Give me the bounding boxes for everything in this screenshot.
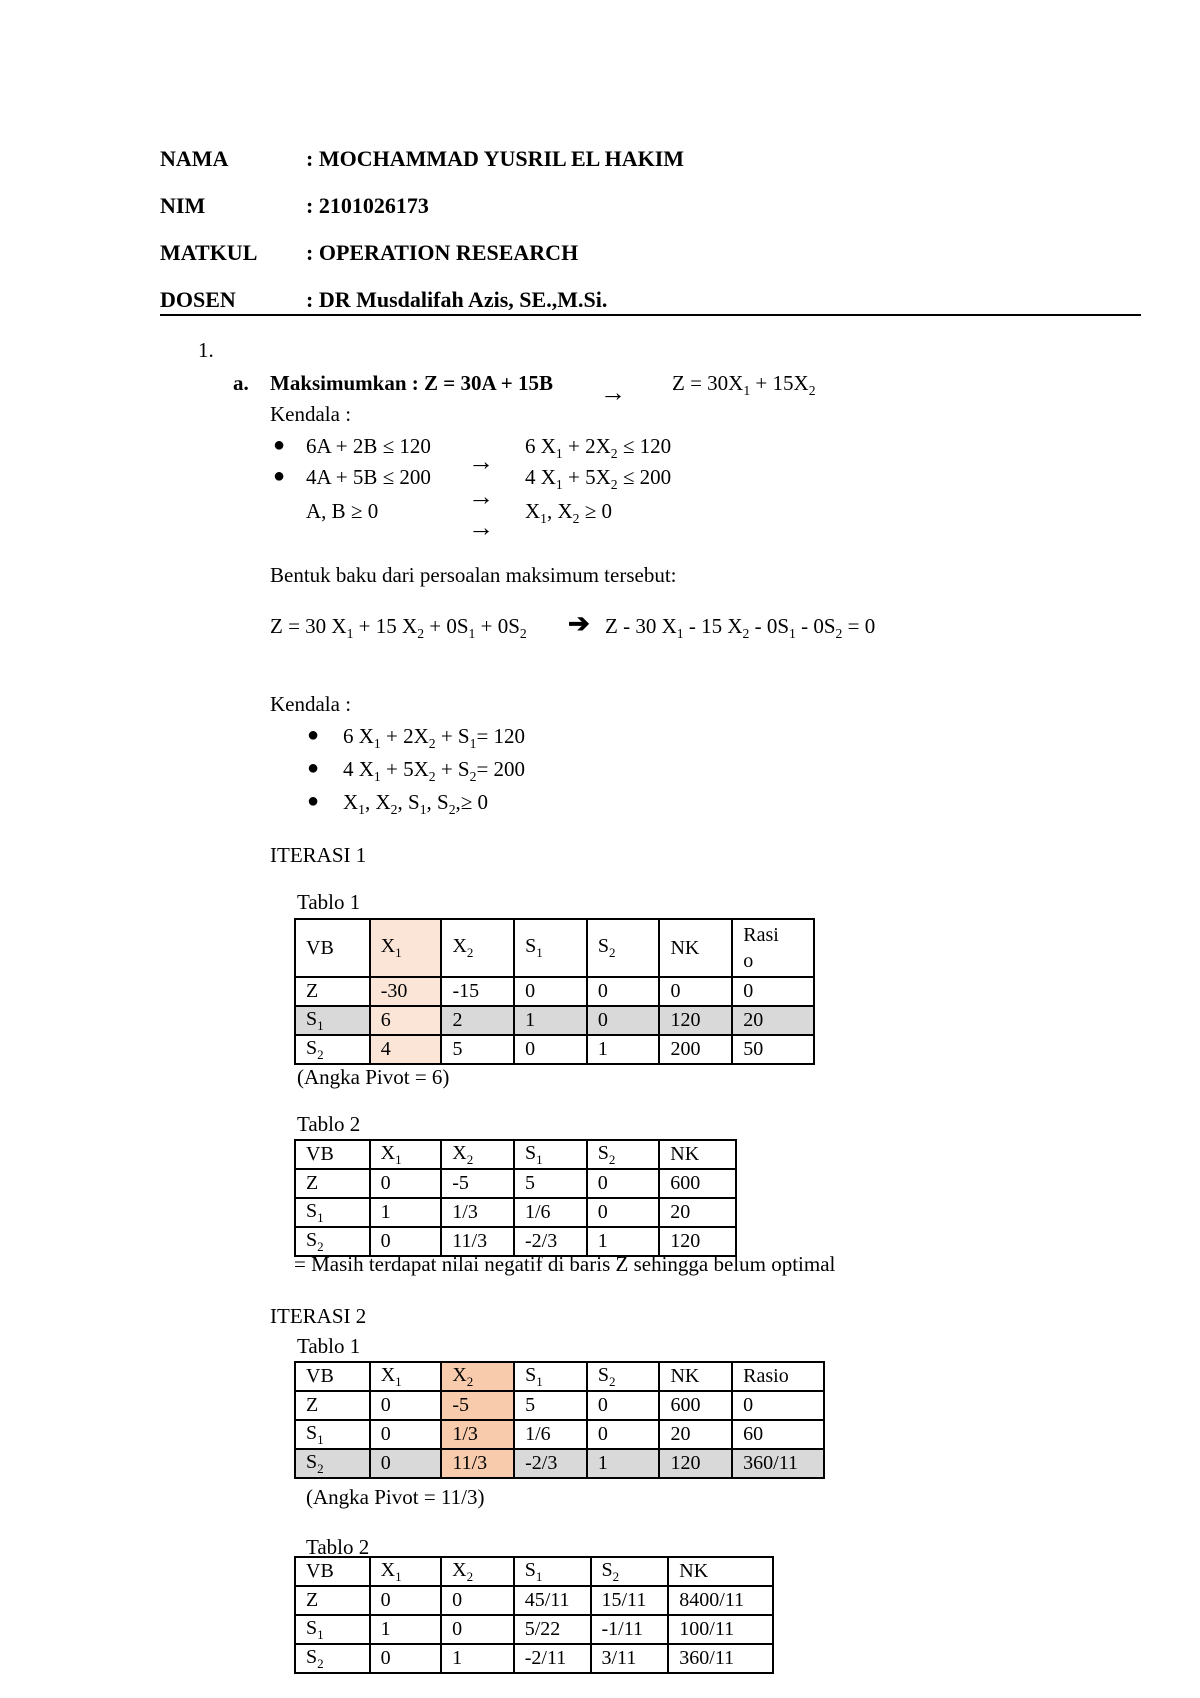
header-cell: $X_2$ [441, 1362, 514, 1391]
iterasi-2-tablo-2-label: Tablo 2 [306, 1535, 370, 1559]
pivot-note-1: (Angka Pivot = 6) [297, 1065, 450, 1089]
bullet-icon: ● [273, 434, 286, 456]
table-row [295, 1035, 814, 1064]
header-cell: $X_1$ [370, 1362, 442, 1391]
table-cell: -1/11 [591, 1615, 669, 1644]
table-cell: 0 [370, 1227, 442, 1256]
table-cell: -2/3 [514, 1449, 587, 1478]
header-cell: $X_1$ [370, 1140, 442, 1169]
table-cell: 1/3 [441, 1198, 514, 1227]
table-cell: $S_1$ [295, 1198, 370, 1227]
table-row [295, 1615, 773, 1644]
table-cell: $S_2$ [295, 1644, 370, 1673]
matkul-value: : OPERATION RESEARCH [306, 240, 579, 265]
table-cell: $S_2$ [295, 1449, 370, 1478]
constraint-3-original: A, B ≥ 0 [306, 499, 379, 523]
header-cell: $X_2$ [441, 1140, 514, 1169]
table-cell: 0 [370, 1644, 442, 1673]
baku-equation: Z = 30 $X_1 + 15$ $X_2 + 0S_1 + 0S_2$ [270, 614, 527, 642]
table-cell: 1 [514, 1006, 587, 1035]
header-cell: NK [668, 1557, 773, 1586]
iterasi-2-tablo-2 [294, 1556, 774, 1674]
table-cell: 1 [370, 1615, 442, 1644]
table-cell: 0 [732, 977, 814, 1006]
table-cell: 4 [370, 1035, 442, 1064]
table-cell: 5 [441, 1035, 514, 1064]
objective-function: Maksimumkan : Z = 30A + 15B [270, 371, 553, 395]
header-cell: NK [659, 919, 732, 977]
bullet-icon: ● [273, 465, 286, 487]
header-cell: $X_1$ [370, 1557, 442, 1586]
iterasi-1-tablo-2 [294, 1139, 737, 1257]
table-cell: -30 [370, 977, 442, 1006]
table-cell: 5 [514, 1169, 587, 1198]
table-cell: $S_1$ [295, 1420, 370, 1449]
table-cell: 0 [514, 1035, 587, 1064]
constraint-3-standard: $X_1$, $X_2 \ge 0$ [525, 499, 613, 527]
table-cell: 20 [659, 1198, 736, 1227]
table-cell: 0 [441, 1615, 514, 1644]
header-cell: Rasi o [732, 919, 814, 977]
table-cell: 120 [659, 1449, 732, 1478]
table-cell: 1 [587, 1035, 660, 1064]
header-divider [160, 314, 1141, 316]
nama-label: NAMA [160, 146, 229, 171]
table-cell: -2/3 [514, 1227, 587, 1256]
table-cell: 20 [732, 1006, 814, 1035]
table-cell: 0 [370, 1586, 442, 1615]
table-row [295, 1006, 814, 1035]
header-cell: NK [659, 1362, 732, 1391]
table-cell: 1 [370, 1198, 442, 1227]
arrow-right-icon: → [468, 447, 494, 476]
matkul-label: MATKUL [160, 240, 258, 265]
table-cell: -15 [441, 977, 514, 1006]
table-header-row [295, 1557, 773, 1586]
table-cell: 11/3 [441, 1227, 514, 1256]
table-cell: 200 [659, 1035, 732, 1064]
table-row [295, 977, 814, 1006]
header-cell: $X_2$ [441, 1557, 514, 1586]
table-cell: 1 [587, 1449, 660, 1478]
table-cell: 0 [587, 1391, 660, 1420]
iterasi-1-tablo-1 [294, 918, 815, 1065]
table-cell: 0 [659, 977, 732, 1006]
table-cell: 360/11 [732, 1449, 824, 1478]
iterasi-1-tablo-1-label: Tablo 1 [297, 890, 361, 914]
table-cell: 1/6 [514, 1198, 587, 1227]
dosen-value: : DR Musdalifah Azis, SE.,M.Si. [306, 287, 608, 312]
header-cell: $S_1$ [514, 1362, 587, 1391]
table-cell: 0 [587, 1420, 660, 1449]
table-cell: Z [295, 1169, 370, 1198]
table-cell: 0 [370, 1391, 442, 1420]
header-cell: $S_2$ [587, 1140, 660, 1169]
nim-label: NIM [160, 193, 206, 218]
baku-label: Bentuk baku dari persoalan maksimum tersebut: [270, 563, 677, 587]
table-cell: 50 [732, 1035, 814, 1064]
table-cell: 8400/11 [668, 1586, 773, 1615]
table-cell: 5 [514, 1391, 587, 1420]
table-cell: 0 [587, 1169, 660, 1198]
table-cell: 100/11 [668, 1615, 773, 1644]
arrow-right-icon: ➔ [568, 609, 590, 638]
table-row [295, 1420, 824, 1449]
header-cell: $S_2$ [587, 919, 660, 977]
bullet-icon: ● [307, 757, 320, 779]
objective-function-x: $Z = 30X_1 + 15X_2$ [672, 371, 816, 399]
question-number: 1. [198, 338, 214, 362]
table-cell: 2 [441, 1006, 514, 1035]
table-cell: -5 [441, 1169, 514, 1198]
part-label: a. [233, 371, 249, 395]
table-row [295, 1449, 824, 1478]
table-cell: $S_2$ [295, 1035, 370, 1064]
table-cell: $S_2$ [295, 1227, 370, 1256]
table-row [295, 1391, 824, 1420]
kendala-label-2: Kendala : [270, 692, 352, 716]
table-cell: 0 [370, 1420, 442, 1449]
header-cell: VB [295, 1140, 370, 1169]
table-cell: 120 [659, 1227, 736, 1256]
kendala-label: Kendala : [270, 402, 352, 426]
header-cell: $S_1$ [514, 1557, 591, 1586]
table-cell: Z [295, 1391, 370, 1420]
constraint-2-standard: 4 $X_1 + 5X_2 \le 200$ [525, 465, 672, 493]
table-cell: Z [295, 1586, 370, 1615]
table-header-row [295, 919, 814, 977]
table-cell: 0 [587, 1198, 660, 1227]
standard-constraint-3: $X_1$, $X_2$, $S_1$, $S_2,\ge 0$ [343, 790, 489, 818]
table-cell: 1/6 [514, 1420, 587, 1449]
table-cell: 120 [659, 1006, 732, 1035]
dosen-label: DOSEN [160, 287, 236, 312]
table-cell: 0 [587, 977, 660, 1006]
bullet-icon: ● [307, 724, 320, 746]
table-cell: 600 [659, 1391, 732, 1420]
table-cell: 45/11 [514, 1586, 591, 1615]
constraint-2-original: 4A + 5B ≤ 200 [306, 465, 431, 489]
nim-value: : 2101026173 [306, 193, 429, 218]
table-cell: -5 [441, 1391, 514, 1420]
bullet-icon: ● [307, 790, 320, 812]
baku-equation-transformed: Z - 30 $X_1 - 15$ $X_2 - 0S_1 - 0S_2 = 0$ [605, 614, 876, 642]
table-cell: 0 [587, 1006, 660, 1035]
table-cell: 3/11 [591, 1644, 669, 1673]
header-cell: Rasio [732, 1362, 824, 1391]
table-cell: 60 [732, 1420, 824, 1449]
header-cell: VB [295, 919, 370, 977]
iterasi-2-tablo-1-label: Tablo 1 [297, 1334, 361, 1358]
table-cell: 0 [370, 1169, 442, 1198]
table-row [295, 1169, 736, 1198]
table-cell: 0 [441, 1586, 514, 1615]
arrow-right-icon: → [600, 378, 626, 407]
table-row [295, 1586, 773, 1615]
table-cell: 1 [587, 1227, 660, 1256]
table-cell: 360/11 [668, 1644, 773, 1673]
table-cell: $S_1$ [295, 1615, 370, 1644]
iterasi-1-heading: ITERASI 1 [270, 843, 367, 867]
pivot-note-2: (Angka Pivot = 11/3) [306, 1485, 485, 1509]
constraint-1-standard: 6 $X_1 + 2X_2 \le 120$ [525, 434, 672, 462]
table-row [295, 1644, 773, 1673]
constraint-1-original: 6A + 2B ≤ 120 [306, 434, 431, 458]
table-row [295, 1198, 736, 1227]
table-cell: 20 [659, 1420, 732, 1449]
table-header-row [295, 1140, 736, 1169]
iterasi-1-tablo-2-label: Tablo 2 [297, 1112, 361, 1136]
standard-constraint-2: 4 $X_1 + 5X_2 + S_2= 200$ [343, 757, 526, 785]
optimality-note: = Masih terdapat nilai negatif di baris Z sehingga belum optimal [294, 1252, 836, 1276]
table-cell: 1/3 [441, 1420, 514, 1449]
table-cell: 0 [732, 1391, 824, 1420]
header-cell: $S_2$ [591, 1557, 669, 1586]
table-cell: 0 [370, 1449, 442, 1478]
arrow-right-icon: → [468, 513, 494, 542]
header-cell: $S_1$ [514, 1140, 587, 1169]
standard-constraint-1: 6 $X_1 + 2X_2 + S_1= 120$ [343, 724, 526, 752]
table-cell: 1 [441, 1644, 514, 1673]
nama-value: : MOCHAMMAD YUSRIL EL HAKIM [306, 146, 685, 171]
table-cell: 6 [370, 1006, 442, 1035]
header-cell: VB [295, 1362, 370, 1391]
table-cell: -2/11 [514, 1644, 591, 1673]
table-cell: 15/11 [591, 1586, 669, 1615]
iterasi-2-heading: ITERASI 2 [270, 1304, 367, 1328]
table-cell: 600 [659, 1169, 736, 1198]
iterasi-2-tablo-1 [294, 1361, 825, 1479]
header-cell: VB [295, 1557, 370, 1586]
table-header-row [295, 1362, 824, 1391]
table-cell: 5/22 [514, 1615, 591, 1644]
arrow-right-icon: → [468, 482, 494, 511]
table-cell: 11/3 [441, 1449, 514, 1478]
header-cell: $S_1$ [514, 919, 587, 977]
header-cell: $X_1$ [370, 919, 442, 977]
table-cell: Z [295, 977, 370, 1006]
header-cell: $S_2$ [587, 1362, 660, 1391]
table-cell: $S_1$ [295, 1006, 370, 1035]
table-cell: 0 [514, 977, 587, 1006]
header-cell: NK [659, 1140, 736, 1169]
header-cell: $X_2$ [441, 919, 514, 977]
